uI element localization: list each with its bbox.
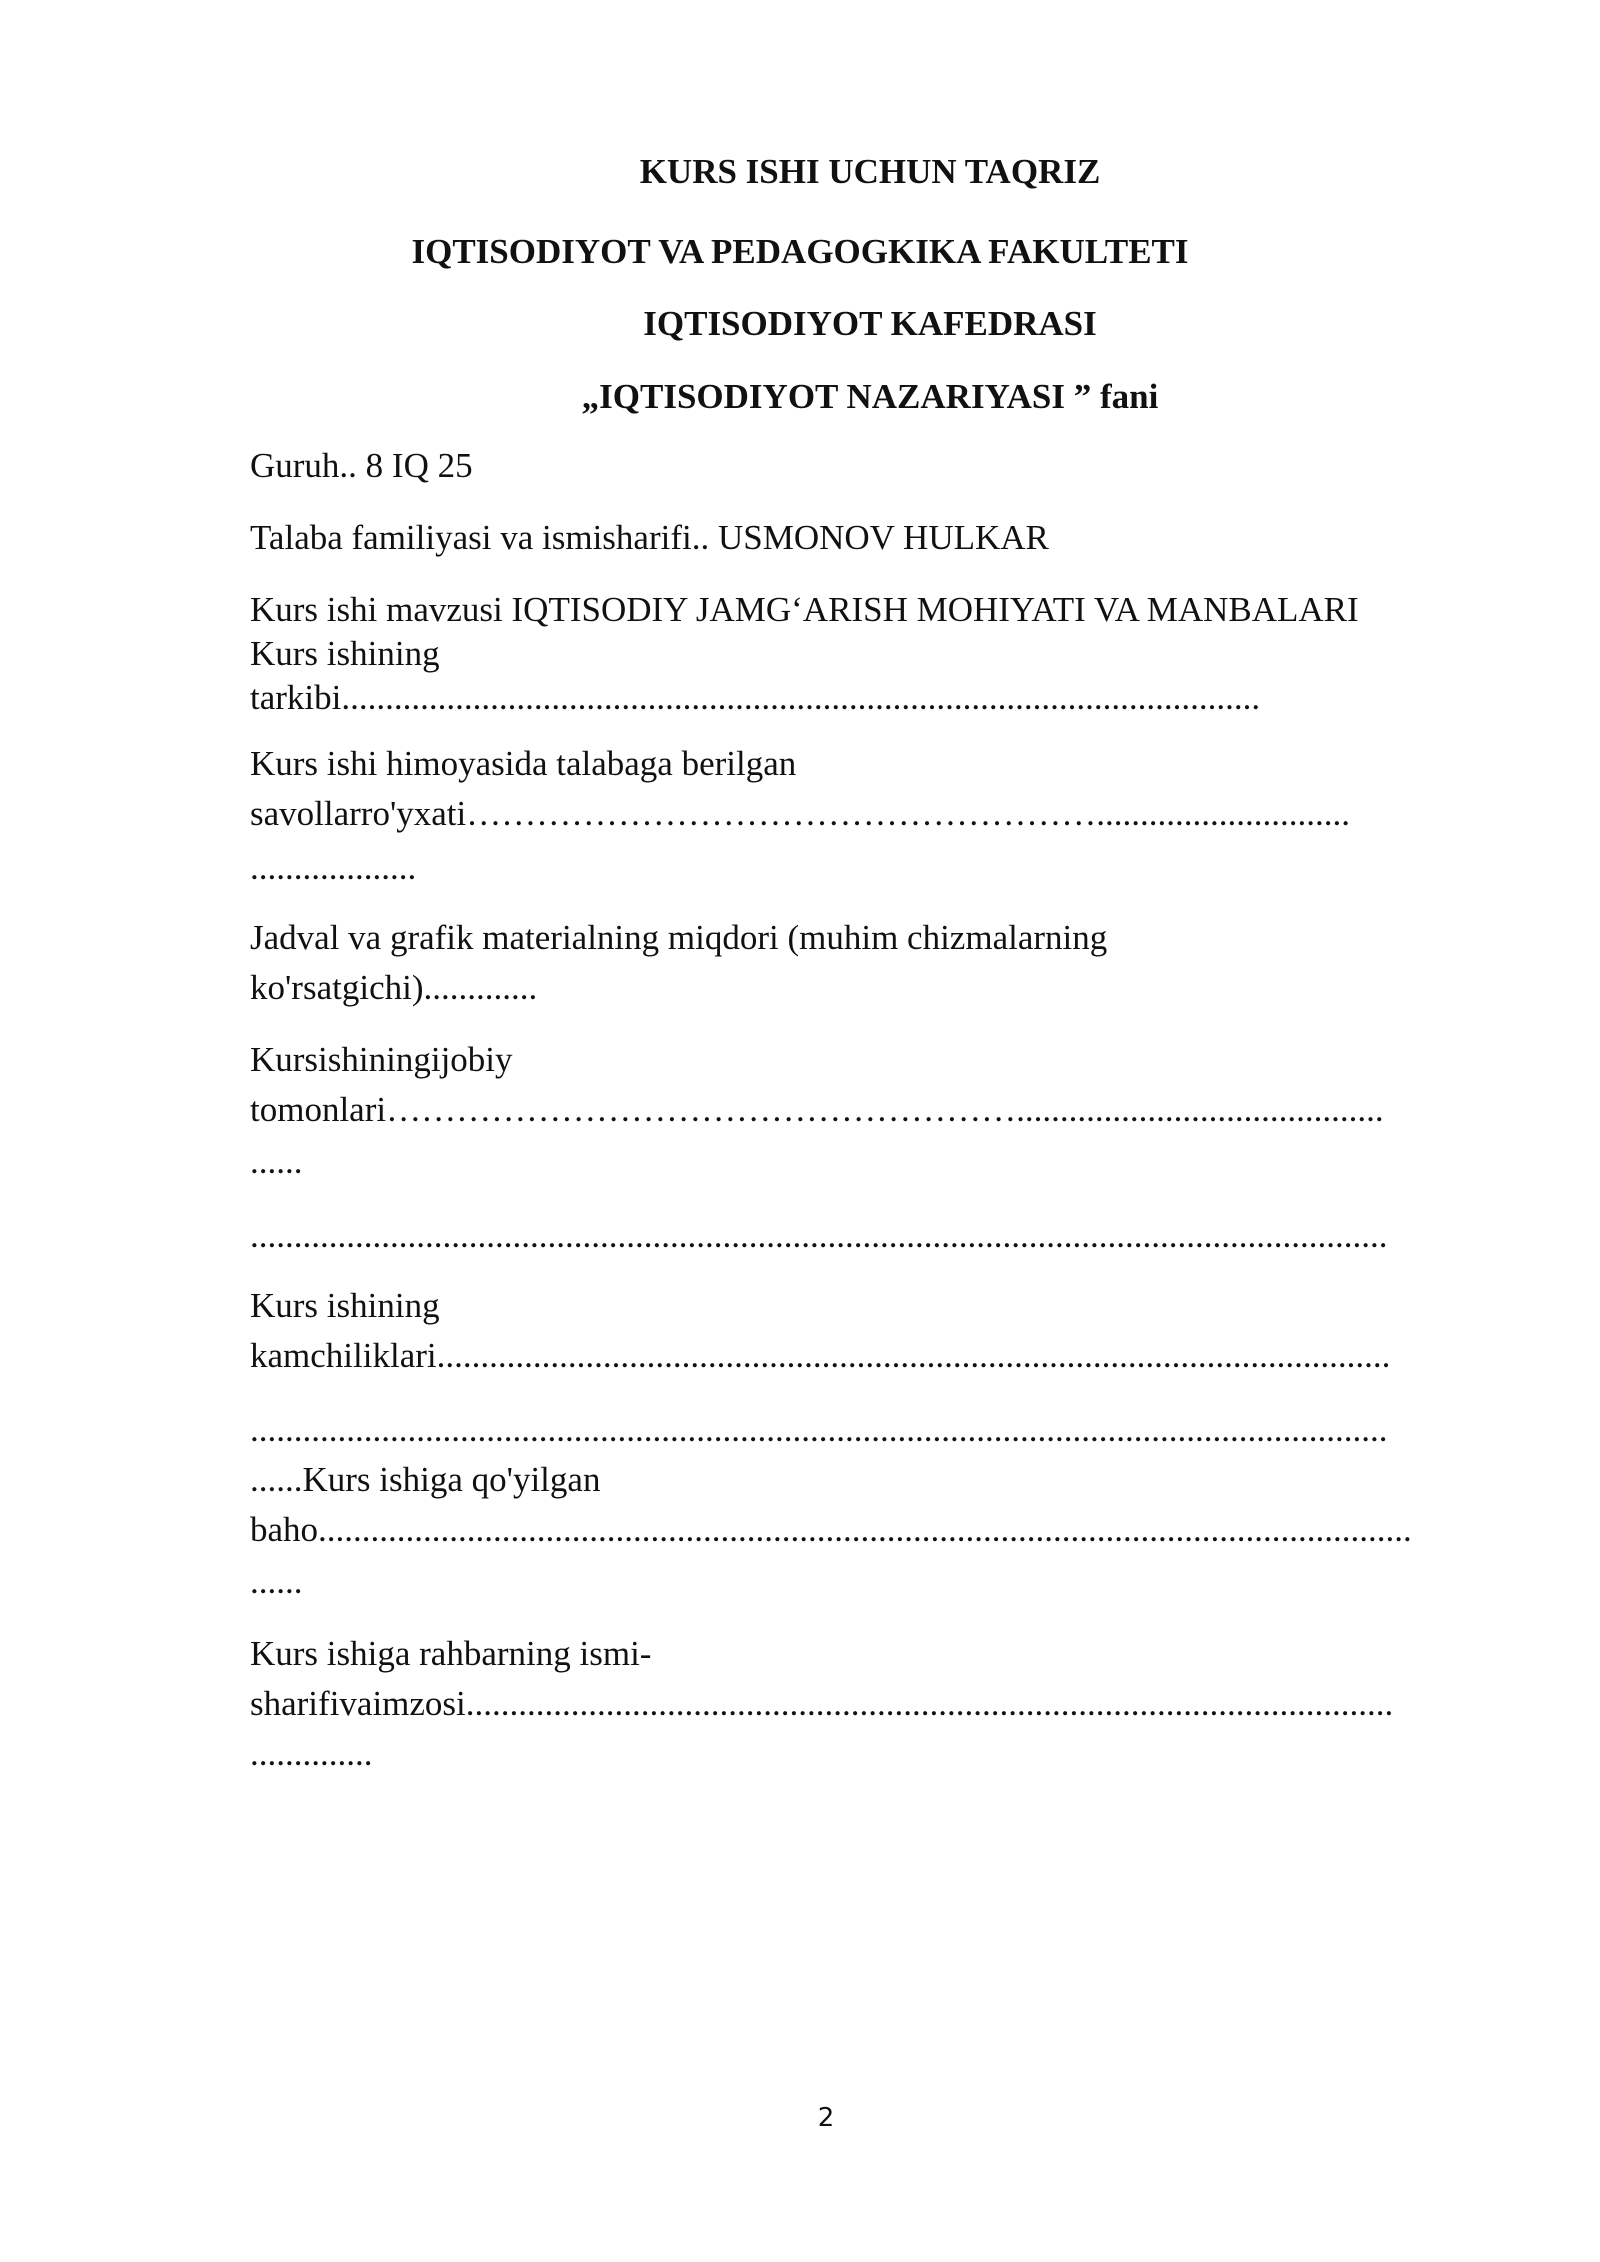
supervisor-dotted-continuation: .............. [250, 1734, 373, 1773]
page-number: 2 [817, 2103, 835, 2133]
student-name-field: Talaba familiyasi va ismisharifi.. USMONOV HULKAR [250, 518, 1049, 557]
shortcomings-dotted-line: kamchiliklari............................................................................................................. [250, 1336, 1391, 1375]
questions-dotted-continuation: ................... [250, 848, 417, 887]
subject-heading: „IQTISODIYOT NAZARIYASI ” fani [581, 377, 1159, 416]
structure-label: Kurs ishining [250, 634, 440, 673]
positive-aspects-dotted-line: tomonlari……………………………………………….......................................... [250, 1090, 1384, 1129]
positive-aspects-dotted-continuation: ...... [250, 1142, 303, 1181]
grade-label: ......Kurs ishiga qo'yilgan [250, 1460, 601, 1499]
questions-label: Kurs ishi himoyasida talabaga berilgan [250, 744, 797, 783]
shortcomings-blank-line: .................................................................................................................................. [250, 1410, 1388, 1449]
faculty-heading: IQTISODIYOT VA PEDAGOGKIKA FAKULTETI [411, 232, 1189, 271]
positive-aspects-blank-line: .................................................................................................................................. [250, 1216, 1388, 1255]
questions-dotted-line: savollarro'yxati………………………………………………............................. [250, 794, 1350, 833]
grade-dotted-continuation: ...... [250, 1562, 303, 1601]
supervisor-signature-line: sharifivaimzosi.......................................................................................................... [250, 1684, 1394, 1723]
positive-aspects-label: Kursishiningijobiy [250, 1040, 513, 1079]
shortcomings-label: Kurs ishining [250, 1286, 440, 1325]
department-heading: IQTISODIYOT KAFEDRASI [643, 304, 1097, 343]
supervisor-label: Kurs ishiga rahbarning ismi- [250, 1634, 652, 1673]
structure-dotted-line: tarkibi......................................................................................................... [250, 678, 1261, 717]
tables-label: Jadval va grafik materialning miqdori (muhim chizmalarning [250, 918, 1108, 957]
group-field: Guruh.. 8 IQ 25 [250, 446, 473, 485]
topic-field: Kurs ishi mavzusi IQTISODIY JAMG‘ARISH MOHIYATI VA MANBALARI [250, 590, 1359, 629]
grade-dotted-line: baho............................................................................................................................. [250, 1510, 1412, 1549]
document-title: KURS ISHI UCHUN TAQRIZ [639, 152, 1101, 191]
tables-dotted-line: ko'rsatgichi)............. [250, 968, 538, 1007]
